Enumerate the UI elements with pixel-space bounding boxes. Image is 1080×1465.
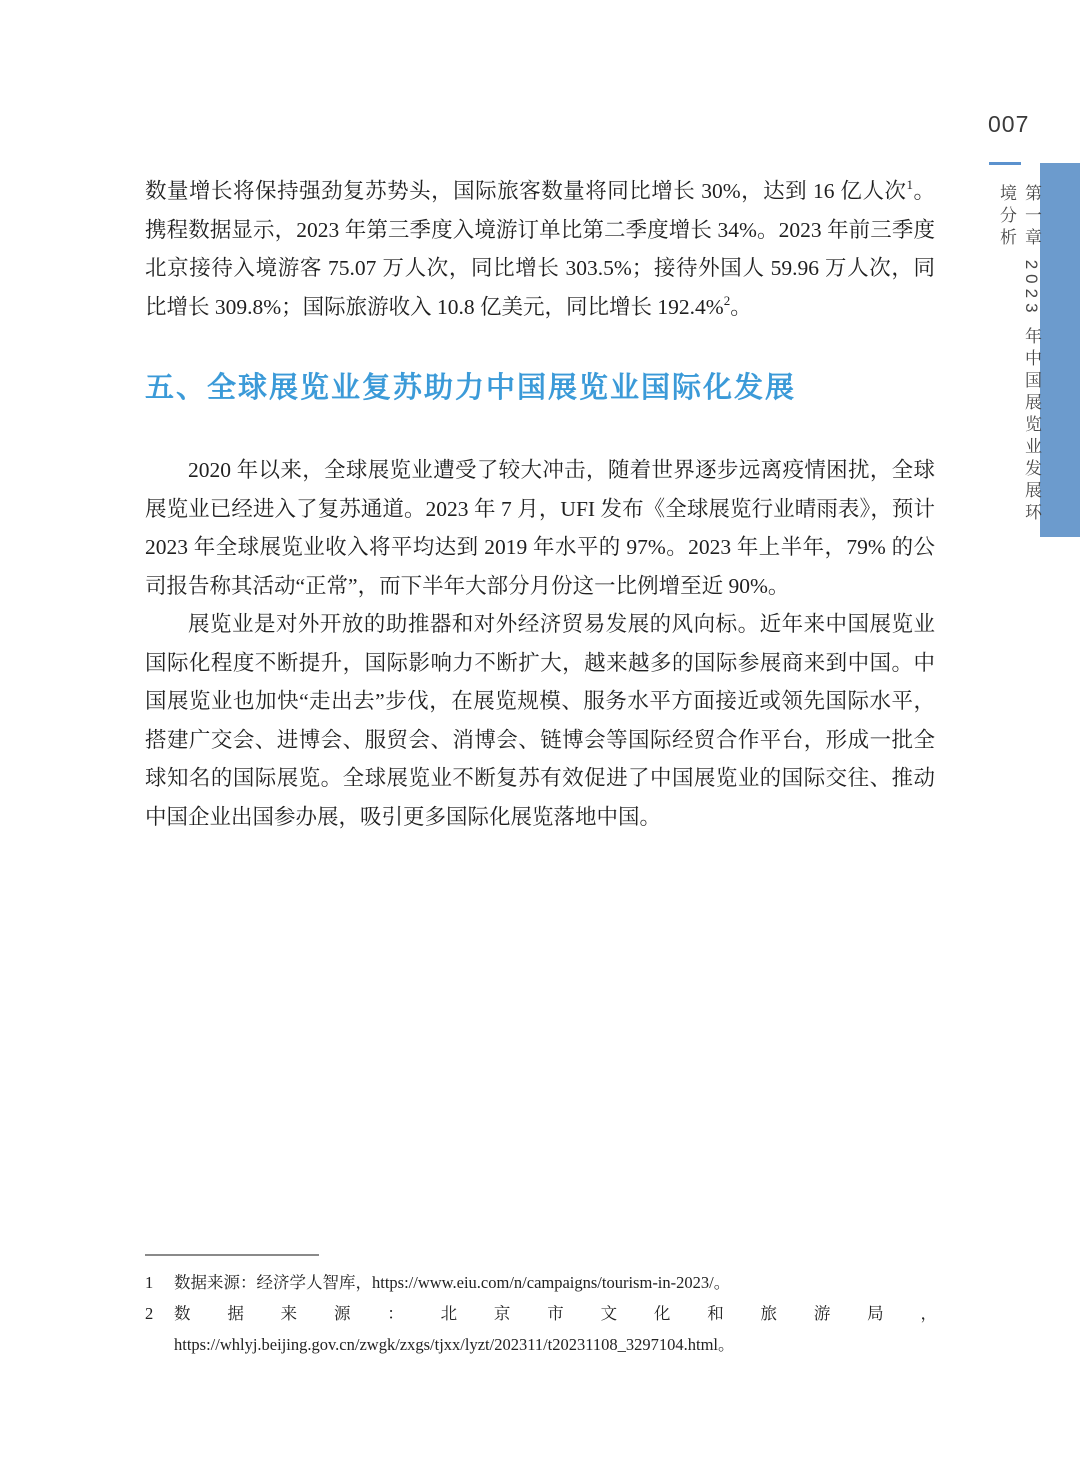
paragraph-internationalization: 展览业是对外开放的助推器和对外经济贸易发展的风向标。近年来中国展览业国际化程度不断提升，国际影响力不断扩大，越来越多的国际参展商来到中国。中国展览业也加快“走出去”步伐，在展览规模、服务水平方面接近或领先国际水平，搭建广交会、进博会、服贸会、消博会、链博会等国际经贸合作平台，形成一批全球知名的国际展览。全球展览业不断复苏有效促进了中国展览业的国际交往、推动中国企业出国参办展，吸引更多国际化展览落地中国。 [145,612,935,829]
paragraph-tourism-stats-text: 。 [730,294,752,319]
paragraph-tourism-stats [145,172,935,326]
footnote-ref-2: 2 [723,292,731,308]
footnote-1-text: 数据来源：经济学人智库，https://www.eiu.com/n/campaigns/tourism-in-2023/。 [174,1273,731,1292]
paragraph-tourism-stats-text: 。携程数据显示，2023 年第三季度入境游订单比第二季度增长 34%。2023 年前三季度北京接待入境游客 75.07 万人次，同比增长 303.5%；接待外国人 59.96 万人次，同比增长 309.8%；国际旅游收入 10.8 亿美元，同比增长 192.4% [145,179,935,319]
page-number-underline [989,162,1021,165]
footnote-ref-1: 1 [906,177,913,192]
footnote-separator [145,1254,319,1256]
footnote-2-text: 数据来源：北京市文化和旅游局，https://whlyj.beijing.gov.cn/zwgk/zxgs/tjxx/lyzt/202311/t20231108_3297104.html。 [174,1304,937,1354]
page-number: 007 [988,111,1030,137]
footnotes-section [145,1254,937,1360]
chapter-color-bar [1040,163,1080,537]
footnote-1 [145,1267,937,1298]
paragraph-global-recovery: 2020 年以来，全球展览业遭受了较大冲击，随着世界逐步远离疫情困扰，全球展览业已经进入了复苏通道。2023 年 7 月，UFI 发布《全球展览行业晴雨表》，预计 2023 年全球展览业收入将平均达到 2019 年水平的 97%。2023 年上半年，79% 的公司报告称其活动“正常”，而下半年大部分月份这一比例增至近 90%。 [145,458,935,598]
section-heading: 五、全球展览业复苏助力中国展览业国际化发展 [145,372,797,404]
paragraph-tourism-stats-text: 数量增长将保持强劲复苏势头，国际旅客数量将同比增长 30%，达到 16 亿人次 [145,179,907,203]
chapter-vertical-title: 第一章 2023 年中国展览业发展环境分析 [997,184,1041,526]
footnote-2 [145,1298,937,1360]
footnote-2-number: 2 [145,1304,154,1323]
footnote-1-number: 1 [145,1273,154,1292]
main-text-column [145,172,935,836]
